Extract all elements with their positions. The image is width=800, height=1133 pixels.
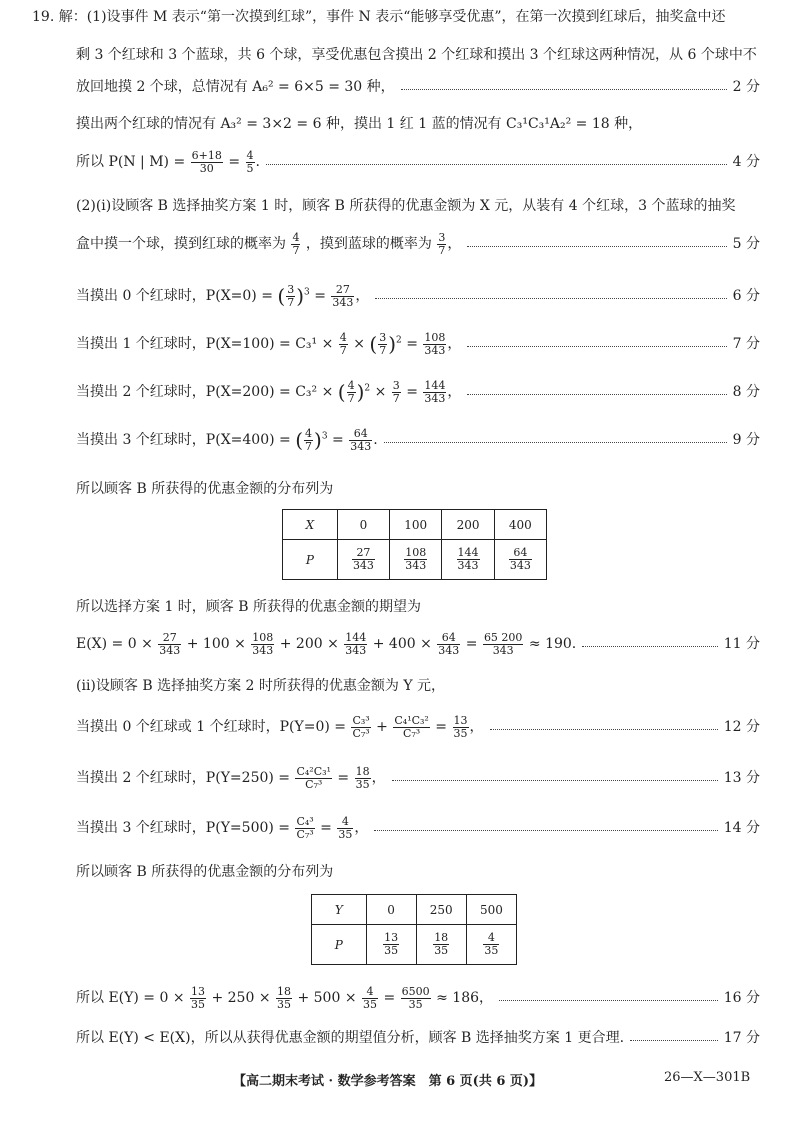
score-label: 14 分 [723, 820, 760, 836]
leader-dots [467, 246, 726, 247]
dist-x-intro: 所以顾客 B 所获得的优惠金额的分布列为 [76, 481, 334, 497]
footer-code: 26—X—301B [664, 1070, 751, 1085]
expectation-y-line: 所以 E(Y) = 0 × $\frac{13}{35}$ + 250 × $\frac{18}{35}$ + 500 × $\frac{4}{35}$ = $\frac{6500}{35}$ ≈ 186， 16 分 [76, 984, 760, 1011]
fraction: $\frac{27}{343}$ [332, 282, 354, 309]
fraction: $\frac{4}{7}$ [305, 426, 313, 453]
fraction: $\frac{6+18}{30}$ [191, 148, 222, 175]
distribution-table-x [282, 509, 547, 580]
table-row: X 0 100 200 400 [283, 510, 547, 540]
score-label: 5 分 [732, 236, 760, 252]
solution-line-7: 盒中摸一个球，摸到红球的概率为 $\frac{4}{7}$ ，摸到蓝球的概率为 $\frac{3}{7}$ ， 5 分 [76, 230, 760, 257]
prob-x200-line: 当摸出 2 个红球时，P(X=200) = C₃² × ( $\frac{4}{7}$ )$^2$ × $\frac{3}{7}$ = $\frac{144}{343}$ ， 8 分 [76, 378, 760, 405]
part-ii-intro: (ⅱ)设顾客 B 选择抽奖方案 2 时所获得的优惠金额为 Y 元， [76, 678, 446, 694]
leader-dots [401, 89, 727, 90]
score-label: 17 分 [723, 1030, 760, 1046]
prob-y250-line: 当摸出 2 个红球时，P(Y=250) = $\frac{\text{C₄²C₃¹}}{\text{C₇³}}$ = $\frac{18}{35}$ ， 13 分 [76, 764, 760, 791]
solution-line-2: 剩 3 个红球和 3 个蓝球，共 6 个球，享受优惠包含摸出 2 个红球和摸出 3 个红球这两种情况，从 6 个球中不 [76, 47, 757, 63]
leader-dots [467, 394, 726, 395]
fraction: $\frac{3}{7}$ [379, 330, 387, 357]
leader-dots [582, 646, 717, 647]
leader-dots [499, 1000, 718, 1001]
solution-line-4: 摸出两个红球的情况有 A₃² = 3×2 = 6 种，摸出 1 红 1 蓝的情况有 C₃¹C₃¹A₂² = 18 种， [76, 116, 643, 132]
fraction: $\frac{3}{7}$ [287, 282, 295, 309]
score-label: 2 分 [732, 79, 760, 95]
table-row: Y 0 250 500 [312, 895, 517, 925]
expectation-x-line: E(X) = 0 × $\frac{27}{343}$ + 100 × $\frac{108}{343}$ + 200 × $\frac{144}{343}$ + 400 × $\frac{64}{343}$ = $\frac{65 200}{343}$ ≈ 190. 11 分 [76, 630, 760, 657]
solution-line-1: 19. 解：(1)设事件 M 表示“第一次摸到红球”，事件 N 表示“能够享受优惠”，在第一次摸到红球后，抽奖盒中还 [32, 9, 726, 25]
prob-x0-line: 当摸出 0 个红球时，P(X=0) = ( $\frac{3}{7}$ )$^3$ = $\frac{27}{343}$ ， 6 分 [76, 282, 760, 309]
fraction: $\frac{3}{7}$ [438, 230, 446, 257]
score-label: 8 分 [732, 384, 760, 400]
score-label: 6 分 [732, 288, 760, 304]
solution-line-5: 所以 P(N | M) = $\frac{6+18}{30}$ = $\frac{4}{5}$ . 4 分 [76, 148, 760, 175]
table-row: P $\frac{27}{343}$ $\frac{108}{343}$ $\frac{144}{343}$ $\frac{64}{343}$ [283, 540, 547, 580]
score-label: 13 分 [723, 770, 760, 786]
leader-dots [384, 442, 727, 443]
score-label: 12 分 [723, 719, 760, 735]
fraction: $\frac{3}{7}$ [392, 378, 400, 405]
leader-dots [392, 780, 718, 781]
fraction: $\frac{108}{343}$ [424, 330, 446, 357]
score-label: 16 分 [723, 990, 760, 1006]
solution-line-3: 放回地摸 2 个球，总情况有 A₆² = 6×5 = 30 种， 2 分 [76, 79, 760, 95]
leader-dots [490, 729, 718, 730]
fraction: $\frac{4}{7}$ [347, 378, 355, 405]
table-row: P $\frac{13}{35}$ $\frac{18}{35}$ $\frac{4}{35}$ [312, 925, 517, 965]
fraction: $\frac{4}{5}$ [246, 148, 254, 175]
footer-title: 【高二期末考试 · 数学参考答案 第 6 页(共 6 页)】 [233, 1074, 543, 1089]
leader-dots [375, 298, 726, 299]
fraction: $\frac{4}{7}$ [339, 330, 347, 357]
solution-line-6: (2)(ⅰ)设顾客 B 选择抽奖方案 1 时，顾客 B 所获得的优惠金额为 X 元，从装有 4 个红球，3 个蓝球的抽奖 [76, 198, 736, 214]
fraction: $\frac{64}{343}$ [350, 426, 372, 453]
expectation-x-intro: 所以选择方案 1 时，顾客 B 所获得的优惠金额的期望为 [76, 599, 421, 615]
conclusion-line: 所以 E(Y) < E(X)，所以从获得优惠金额的期望值分析，顾客 B 选择抽奖方案 1 更合理. 17 分 [76, 1030, 760, 1046]
leader-dots [467, 346, 726, 347]
fraction: $\frac{144}{343}$ [424, 378, 446, 405]
prob-y0-line: 当摸出 0 个红球或 1 个红球时，P(Y=0) = $\frac{\text{C₃³}}{\text{C₇³}}$ + $\frac{\text{C₄¹C₃²}}{\text{C₇³}}$ = $\frac{13}{35}$ ， 12 分 [76, 713, 760, 740]
dist-y-intro: 所以顾客 B 所获得的优惠金额的分布列为 [76, 864, 334, 880]
score-label: 4 分 [732, 154, 760, 170]
distribution-table-y [311, 894, 517, 965]
fraction: $\frac{4}{7}$ [292, 230, 300, 257]
score-label: 7 分 [732, 336, 760, 352]
leader-dots [266, 164, 727, 165]
score-label: 11 分 [723, 636, 760, 652]
leader-dots [630, 1040, 718, 1041]
prob-x400-line: 当摸出 3 个红球时，P(X=400) = ( $\frac{4}{7}$ )$^3$ = $\frac{64}{343}$ . 9 分 [76, 426, 760, 453]
score-label: 9 分 [732, 432, 760, 448]
prob-x100-line: 当摸出 1 个红球时，P(X=100) = C₃¹ × $\frac{4}{7}$ × ( $\frac{3}{7}$ )$^2$ = $\frac{108}{343}$ ， 7 分 [76, 330, 760, 357]
prob-y500-line: 当摸出 3 个红球时，P(Y=500) = $\frac{\text{C₄³}}{\text{C₇³}}$ = $\frac{4}{35}$ ， 14 分 [76, 814, 760, 841]
leader-dots [374, 830, 717, 831]
